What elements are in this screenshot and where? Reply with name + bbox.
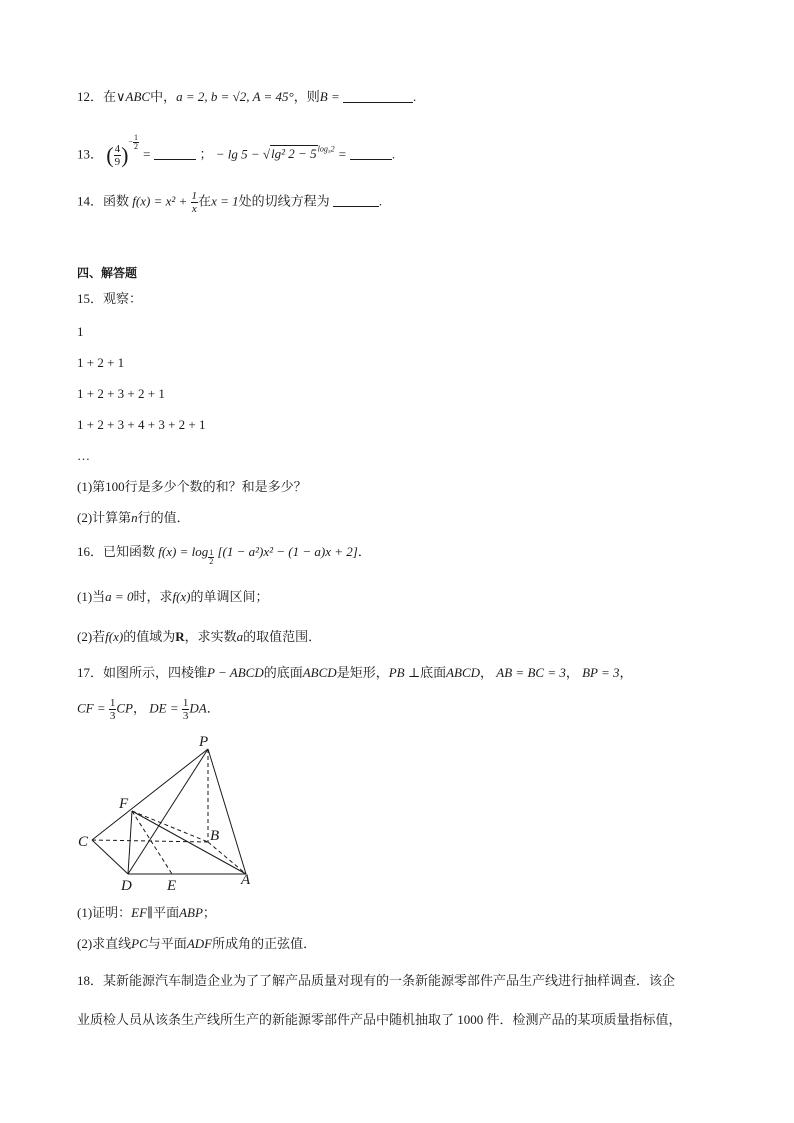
q14-answer-blank[interactable] (333, 192, 379, 207)
edge-PA (208, 749, 246, 874)
q15-part-2: (2)计算第n行的值． (77, 510, 190, 525)
label-B: B (210, 828, 220, 844)
q12-text-a: 在 (103, 89, 117, 104)
q16-text: 已知函数 (103, 544, 156, 559)
q15-row-2: 1 + 2 + 1 (77, 355, 125, 370)
q13-fraction: $\frac{4}{9}$ (114, 142, 121, 168)
q13-sep: ； (199, 146, 213, 162)
label-F: F (119, 796, 129, 812)
q14-end: . (378, 193, 383, 209)
edge-PD (128, 749, 208, 874)
q12-text-c: ，则 (293, 89, 320, 104)
question-13: 13． ( $\frac{4}{9}$ )− $\frac{1}{2}$ = ； − lg 5 − √lg² $2 - 5^{log_52}$ = . (77, 133, 396, 168)
edge-FB (132, 811, 208, 842)
question-15 (77, 290, 142, 308)
q16-part-1: (1)当a = 0时，求f(x)的单调区间； (77, 589, 269, 604)
q14-fraction: $\frac{1}{x}$ (191, 190, 198, 215)
edge-FE (132, 811, 172, 874)
q14-at: x = 1 (211, 193, 239, 209)
q15-part-1: (1)第100行是多少个数的和？和是多少？ (77, 479, 307, 494)
q13-exp2: log₅2 (317, 144, 335, 154)
q13-number: 13． (77, 146, 104, 162)
q15-row-1: 1 (77, 324, 84, 339)
q14-text-a: 函数 (103, 193, 130, 209)
q16-argument: [(1 − a²)x² − (1 − a)x + 2] (217, 544, 358, 559)
question-17: 17．如图所示，四棱锥P − ABCD的底面ABCD是矩形，PB ⊥底面ABCD， AB = BC = 3， BP = 3， (77, 665, 633, 680)
q12-text-b: 中， (150, 89, 177, 104)
question-12 (77, 88, 416, 106)
q12-var: B (319, 89, 328, 104)
edge-PC (92, 749, 208, 840)
q18-line-2: 业质检人员从该条生产线所生产的新能源零部件产品中随机抽取了 1000 件．检测产品的某项质量指标值， (77, 1012, 682, 1027)
q17-conditions: CF = $\frac{1}{3}$ CP， DE = $\frac{1}{3}$ DA． (77, 697, 220, 722)
edge-BA (208, 842, 246, 874)
q12-number: 12． (77, 89, 104, 104)
q12-end: . (413, 89, 417, 104)
q17-pyramid-figure (72, 732, 262, 894)
label-A: A (241, 872, 251, 888)
q13-answer-blank-2[interactable] (350, 145, 392, 160)
q18-number: 18． (77, 973, 104, 988)
q13-end: . (391, 146, 396, 162)
edge-FD (128, 811, 132, 874)
q12-eq: = (327, 89, 340, 104)
q13-eq2: = (334, 146, 347, 162)
q15-row-3: 1 + 2 + 3 + 2 + 1 (77, 386, 165, 401)
q14-function: f(x) = x² + (132, 193, 188, 209)
q14-number: 14． (77, 193, 104, 209)
q15-text: 观察： (103, 291, 143, 306)
label-D: D (121, 878, 132, 894)
q17-number: 17． (77, 665, 104, 680)
q17-part-2: (2)求直线PC与平面ADF所成角的正弦值． (77, 936, 317, 951)
q14-text-b: 在 (198, 193, 212, 209)
q13-eq1: = (138, 146, 151, 162)
q13-answer-blank-1[interactable] (154, 145, 196, 160)
q13-sqrt: lg² 2 − 5 (271, 146, 317, 162)
q16-end: ． (357, 544, 371, 559)
q16-number: 16． (77, 544, 104, 559)
q13-exponent: − $\frac{1}{2}$ (128, 133, 138, 151)
q16-log-base: $\frac{1}{2}$ (209, 548, 214, 566)
q15-row-4: 1 + 2 + 3 + 4 + 3 + 2 + 1 (77, 417, 206, 432)
q17-part-1: (1)证明：EF∥平面ABP； (77, 905, 216, 920)
question-14 (77, 190, 382, 215)
q16-function: f(x) = log (158, 544, 209, 559)
q12-triangle: ∨ABC (116, 89, 151, 104)
section-title: 四、解答题 (77, 266, 138, 280)
q18-line-1: 某新能源汽车制造企业为了了解产品质量对现有的一条新能源零部件产品生产线进行抽样调查．该企 (103, 973, 676, 988)
q15-row-5: … (77, 448, 90, 463)
label-P: P (199, 734, 209, 750)
q13-expr2: − lg 5 − (215, 146, 260, 162)
q12-conditions: a = 2, b = √2, A = 45° (176, 89, 294, 104)
q15-number: 15． (77, 291, 104, 306)
question-18 (77, 972, 675, 990)
q14-text-c: 处的切线方程为 (238, 193, 330, 209)
q16-part-2: (2)若f(x)的值域为R，求实数a的取值范围． (77, 629, 322, 644)
edge-FA (132, 811, 246, 874)
label-E: E (167, 878, 177, 894)
label-C: C (78, 834, 89, 850)
q12-answer-blank[interactable] (343, 88, 413, 103)
question-16 (77, 543, 371, 566)
edge-CD (92, 840, 128, 874)
